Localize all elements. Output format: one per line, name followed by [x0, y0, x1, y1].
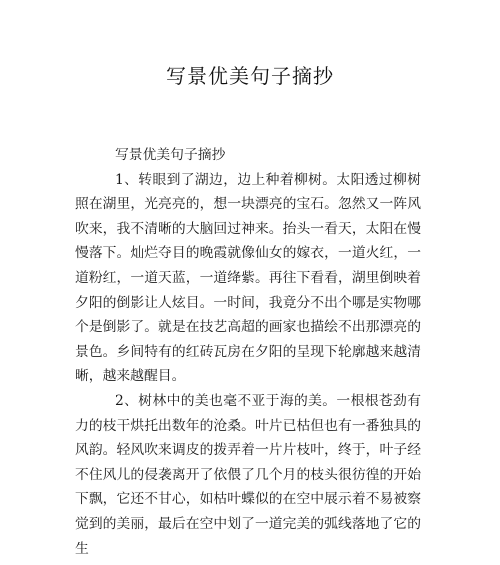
paragraph-2: 2、树林中的美也毫不亚于海的美。一根根苍劲有力的枝干烘托出数年的沧桑。叶片已枯但也有一番独具的风韵。轻风吹来调皮的拨弄着一片片枝叶，终于，叶子经不住风儿的侵袭离开了依偎了几个月的枝头很彷徨的开始下飘，它还不甘心，如枯叶蝶似的在空中展示着不易被察觉到的美丽，最后在空中划了一道完美的弧线落地了它的生: [75, 392, 421, 557]
page-title: 写景优美句子摘抄: [166, 64, 334, 88]
section-subtitle: 写景优美句子摘抄: [115, 147, 226, 163]
paragraph-1: 1、转眼到了湖边，边上种着柳树。太阳透过柳树照在湖里，光亮亮的，想一块漂亮的宝石。忽然又一阵风吹来，我不清晰的大脑回过神来。抬头一看天，太阳在慢慢落下。灿烂夺目的晚霞就像仙女的嫁衣，一道火红，一道粉红，一道天蓝，一道绛紫。再往下看看，湖里倒映着夕阳的倒影让人炫目。一时间，我竟分不出个哪是实物哪个是倒影了。就是在技艺高超的画家也描绘不出那漂亮的景色。乡间特有的红砖瓦房在夕阳的呈现下轮廓越来越清晰，越来越醒目。: [75, 171, 421, 385]
document-body: [75, 143, 421, 561]
